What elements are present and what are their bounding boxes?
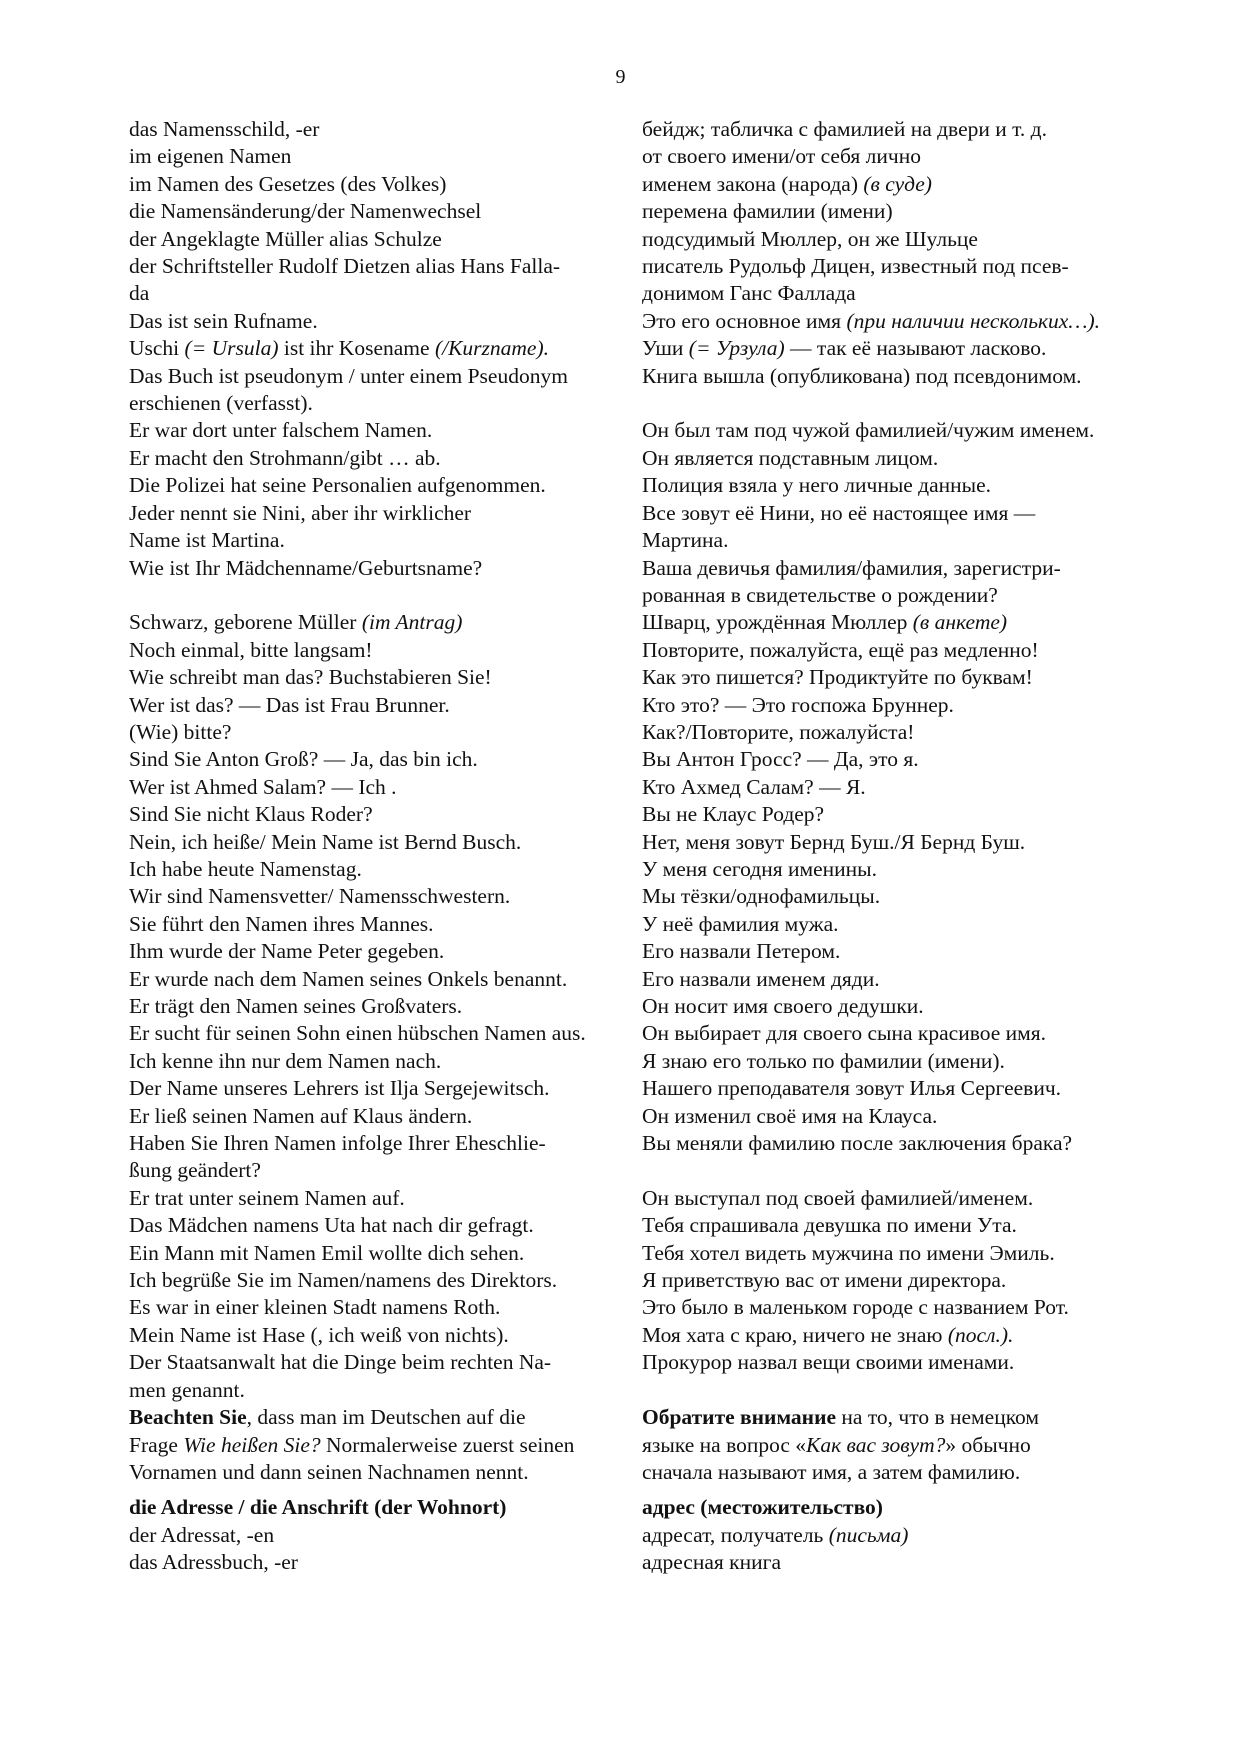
german-text: [129, 1240, 642, 1267]
entry-row: [129, 719, 1169, 746]
text-segment: (Wie) bitte?: [129, 719, 232, 744]
italic-note: (при наличии нескольких…).: [846, 308, 1100, 333]
text-segment: , dass man im Deutschen auf die Frage: [129, 1405, 526, 1457]
text-segment: Ihm wurde der Name Peter gegeben.: [129, 939, 445, 964]
text-segment: — так её называют ласково.: [784, 336, 1047, 361]
text-segment: Das Buch ist pseudonym / unter einem Pseudonym erschienen (verfasst).: [129, 363, 568, 416]
entry-row: [129, 746, 1169, 773]
german-text: [129, 472, 642, 499]
text-segment: der Angeklagte Müller alias Schulze: [129, 226, 442, 251]
russian-text: [642, 856, 1169, 883]
italic-note: (письма): [828, 1522, 909, 1547]
text-segment: ist ihr Kosename: [278, 336, 435, 361]
text-segment: Вы меняли фамилию после заключения брака?: [642, 1131, 1073, 1156]
entry-row: [129, 1404, 1169, 1486]
text-segment: Wir sind Namensvetter/ Namensschwestern.: [129, 884, 511, 909]
russian-text: [642, 1048, 1169, 1075]
text-segment: Как это пишется? Продиктуйте по буквам!: [642, 665, 1033, 690]
german-text: [129, 829, 642, 856]
entry-row: [129, 198, 1169, 225]
text-segment: Он был там под чужой фамилией/чужим именем.: [642, 418, 1095, 443]
russian-text: [642, 774, 1169, 801]
text-segment: Уши: [642, 336, 689, 361]
german-text: [129, 609, 642, 636]
russian-text: [642, 1322, 1169, 1349]
text-segment: Его назвали Петером.: [642, 939, 841, 964]
text-segment: Мы тёзки/однофамильцы.: [642, 884, 881, 909]
text-segment: Wer ist das? — Das ist Frau Brunner.: [129, 692, 450, 717]
german-text: [129, 445, 642, 472]
russian-text: [642, 966, 1169, 993]
german-text: [129, 253, 642, 308]
text-segment: im eigenen Namen: [129, 144, 292, 169]
bold-text: адрес (местожительство): [642, 1495, 883, 1520]
russian-text: [642, 801, 1169, 828]
text-segment: Ein Mann mit Namen Emil wollte dich sehen.: [129, 1240, 525, 1265]
text-segment: Нашего преподавателя зовут Илья Сергеевич.: [642, 1076, 1062, 1101]
text-segment: Вы Антон Гросс? — Да, это я.: [642, 747, 919, 772]
german-text: [129, 1349, 642, 1404]
german-text: [129, 1549, 642, 1576]
text-segment: Er wurde nach dem Namen seines Onkels benannt.: [129, 966, 568, 991]
entry-row: [129, 1048, 1169, 1075]
text-segment: У неё фамилия мужа.: [642, 911, 839, 936]
italic-note: (в суде): [863, 171, 932, 196]
text-segment: Полиция взяла у него личные данные.: [642, 473, 992, 498]
entry-row: [129, 993, 1169, 1020]
russian-text: [642, 1349, 1169, 1404]
german-text: [129, 856, 642, 883]
bold-text: Обратите внимание: [642, 1405, 837, 1430]
text-segment: Schwarz, geborene Müller: [129, 610, 362, 635]
entry-row: [129, 500, 1169, 555]
text-segment: » обычно сначала называют имя, а затем фамилию.: [642, 1432, 1031, 1484]
russian-text: [642, 1549, 1169, 1576]
entry-row: [129, 1240, 1169, 1267]
german-text: [129, 308, 642, 335]
german-text: [129, 883, 642, 910]
russian-text: [642, 363, 1169, 418]
entry-row: [129, 1494, 1169, 1521]
text-segment: Шварц, урождённая Мюллер: [642, 610, 913, 635]
russian-text: [642, 1240, 1169, 1267]
text-segment: на то, что в немецком языке на вопрос «: [642, 1405, 1040, 1457]
dictionary-entries: [129, 116, 1169, 1577]
text-segment: Er sucht für seinen Sohn einen hübschen Namen aus.: [129, 1021, 586, 1046]
russian-text: [642, 500, 1169, 555]
entry-row: [129, 226, 1169, 253]
text-segment: Die Polizei hat seine Personalien aufgenommen.: [129, 473, 546, 498]
german-text: [129, 335, 642, 362]
russian-text: [642, 1130, 1169, 1185]
german-text: [129, 1404, 642, 1486]
text-segment: Он изменил своё имя на Клауса.: [642, 1103, 938, 1128]
german-text: [129, 1020, 642, 1047]
german-text: [129, 1185, 642, 1212]
german-text: [129, 719, 642, 746]
russian-text: [642, 637, 1169, 664]
entry-row: [129, 445, 1169, 472]
german-text: [129, 993, 642, 1020]
text-segment: Mein Name ist Hase (, ich weiß von nichts).: [129, 1322, 509, 1347]
german-text: [129, 1322, 642, 1349]
text-segment: Все зовут её Нини, но её настоящее имя — Мартина.: [642, 500, 1036, 553]
text-segment: Er trägt den Namen seines Großvaters.: [129, 994, 463, 1018]
entry-row: [129, 143, 1169, 170]
entry-row: [129, 253, 1169, 308]
entry-row: [129, 883, 1169, 910]
text-segment: Ich habe heute Namenstag.: [129, 856, 362, 881]
russian-text: [642, 609, 1169, 636]
text-segment: Ich kenne ihn nur dem Namen nach.: [129, 1048, 442, 1073]
russian-text: [642, 1020, 1169, 1047]
text-segment: Wer ist Ahmed Salam? — Ich .: [129, 774, 397, 799]
text-segment: Повторите, пожалуйста, ещё раз медленно!: [642, 637, 1039, 662]
russian-text: [642, 555, 1169, 610]
entry-row: [129, 1322, 1169, 1349]
text-segment: Noch einmal, bitte langsam!: [129, 637, 373, 662]
text-segment: Я знаю его только по фамилии (имени).: [642, 1048, 1005, 1073]
italic-note: Как вас зовут?: [806, 1432, 946, 1457]
text-segment: Кто это? — Это госпожа Бруннер.: [642, 692, 954, 717]
text-segment: Das ist sein Rufname.: [129, 308, 318, 333]
italic-note: (im Antrag): [361, 610, 463, 635]
text-segment: Вы не Клаус Родер?: [642, 802, 825, 827]
text-segment: Der Name unseres Lehrers ist Ilja Sergejewitsch.: [129, 1076, 550, 1101]
entry-row: [129, 1103, 1169, 1130]
german-text: [129, 143, 642, 170]
text-segment: от своего имени/от себя лично: [642, 144, 921, 169]
entry-row: [129, 938, 1169, 965]
text-segment: перемена фамилии (имени): [642, 199, 893, 224]
text-segment: Я приветствую вас от имени директора.: [642, 1268, 1007, 1293]
text-segment: Моя хата с краю, ничего не знаю: [642, 1322, 948, 1347]
entry-row: [129, 417, 1169, 444]
entry-row: [129, 1130, 1169, 1185]
text-segment: Es war in einer kleinen Stadt namens Roth.: [129, 1295, 501, 1320]
text-segment: Das Mädchen namens Uta hat nach dir gefragt.: [129, 1213, 534, 1238]
russian-text: [642, 308, 1169, 335]
page-number: 9: [615, 66, 626, 88]
german-text: [129, 774, 642, 801]
german-text: [129, 1103, 642, 1130]
text-segment: Прокурор назвал вещи своими именами.: [642, 1350, 1015, 1375]
german-text: [129, 637, 642, 664]
entry-row: [129, 774, 1169, 801]
entry-row: [129, 1185, 1169, 1212]
text-segment: У меня сегодня именины.: [642, 856, 877, 881]
entry-row: [129, 1212, 1169, 1239]
text-segment: der Schriftsteller Rudolf Dietzen alias Hans Falla- da: [129, 254, 561, 306]
entry-row: [129, 335, 1169, 362]
text-segment: Wie schreibt man das? Buchstabieren Sie!: [129, 665, 492, 690]
russian-text: [642, 1103, 1169, 1130]
russian-text: [642, 335, 1169, 362]
text-segment: Он выступал под своей фамилией/именем.: [642, 1185, 1034, 1210]
entry-row: [129, 1349, 1169, 1404]
russian-text: [642, 692, 1169, 719]
russian-text: [642, 1294, 1169, 1321]
german-text: [129, 198, 642, 225]
text-segment: Тебя хотел видеть мужчина по имени Эмиль.: [642, 1240, 1055, 1265]
entry-row: [129, 1549, 1169, 1576]
entry-row: [129, 664, 1169, 691]
entry-row: [129, 1020, 1169, 1047]
russian-text: [642, 719, 1169, 746]
italic-note: Wie heißen Sie?: [183, 1432, 321, 1457]
russian-text: [642, 938, 1169, 965]
entry-row: [129, 363, 1169, 418]
russian-text: [642, 1522, 1169, 1549]
entry-row: [129, 609, 1169, 636]
entry-row: [129, 801, 1169, 828]
russian-text: [642, 664, 1169, 691]
text-segment: Sie führt den Namen ihres Mannes.: [129, 911, 434, 936]
text-segment: Нет, меня зовут Бернд Буш./Я Бернд Буш.: [642, 829, 1026, 854]
text-segment: Ich begrüße Sie im Namen/namens des Direktors.: [129, 1268, 558, 1293]
text-segment: Haben Sie Ihren Namen infolge Ihrer Eheschlie- ßung geändert?: [129, 1131, 546, 1183]
russian-text: [642, 746, 1169, 773]
russian-text: [642, 1404, 1169, 1486]
entry-row: [129, 555, 1169, 610]
text-segment: Он является подставным лицом.: [642, 445, 939, 470]
text-segment: Sind Sie Anton Groß? — Ja, das bin ich.: [129, 747, 478, 772]
russian-text: [642, 472, 1169, 499]
italic-note: (= Ursula): [184, 336, 279, 361]
entry-row: [129, 1075, 1169, 1102]
german-text: [129, 911, 642, 938]
text-segment: Er war dort unter falschem Namen.: [129, 418, 433, 443]
text-segment: подсудимый Мюллер, он же Шульце: [642, 226, 978, 251]
text-segment: Он выбирает для своего сына красивое имя.: [642, 1021, 1047, 1046]
text-segment: Ваша девичья фамилия/фамилия, зарегистри- рованная в свидетельстве о рождении?: [642, 555, 1061, 607]
russian-text: [642, 171, 1169, 198]
entry-row: [129, 692, 1169, 719]
text-segment: Wie ist Ihr Mädchenname/Geburtsname?: [129, 555, 483, 580]
italic-note: (= Урзула): [688, 336, 785, 361]
text-segment: Он носит имя своего дедушки.: [642, 994, 924, 1018]
german-text: [129, 1494, 642, 1521]
german-text: [129, 1267, 642, 1294]
text-segment: именем закона (народа): [642, 171, 864, 196]
text-segment: Как?/Повторите, пожалуйста!: [642, 719, 915, 744]
german-text: [129, 1130, 642, 1185]
german-text: [129, 1048, 642, 1075]
text-segment: Er trat unter seinem Namen auf.: [129, 1185, 405, 1210]
russian-text: [642, 883, 1169, 910]
entry-row: [129, 911, 1169, 938]
text-segment: писатель Рудольф Дицен, известный под псев- донимом Ганс Фаллада: [642, 254, 1069, 306]
text-segment: адресат, получатель: [642, 1522, 829, 1547]
german-text: [129, 664, 642, 691]
italic-note: (в анкете): [912, 610, 1008, 635]
text-segment: Sind Sie nicht Klaus Roder?: [129, 802, 373, 827]
entry-row: [129, 829, 1169, 856]
german-text: [129, 1075, 642, 1102]
russian-text: [642, 1494, 1169, 1521]
text-segment: Jeder nennt sie Nini, aber ihr wirklicher Name ist Martina.: [129, 500, 472, 553]
text-segment: Это его основное имя: [642, 308, 847, 333]
german-text: [129, 1212, 642, 1239]
russian-text: [642, 911, 1169, 938]
entry-row: [129, 1522, 1169, 1549]
italic-note: (посл.).: [947, 1322, 1014, 1347]
entry-row: [129, 966, 1169, 993]
italic-note: (/Kurzname).: [434, 336, 549, 361]
german-text: [129, 1294, 642, 1321]
bold-text: die Adresse / die Anschrift (der Wohnort): [129, 1495, 507, 1520]
text-segment: Тебя спрашивала девушка по имени Ута.: [642, 1213, 1017, 1238]
entry-row: [129, 308, 1169, 335]
text-segment: im Namen des Gesetzes (des Volkes): [129, 171, 447, 196]
russian-text: [642, 116, 1169, 143]
text-segment: Книга вышла (опубликована) под псевдонимом.: [642, 363, 1082, 388]
russian-text: [642, 417, 1169, 444]
russian-text: [642, 829, 1169, 856]
text-segment: das Namensschild, -er: [129, 117, 320, 141]
russian-text: [642, 1267, 1169, 1294]
german-text: [129, 801, 642, 828]
german-text: [129, 692, 642, 719]
german-text: [129, 363, 642, 418]
text-segment: Его назвали именем дяди.: [642, 966, 880, 991]
german-text: [129, 555, 642, 610]
russian-text: [642, 198, 1169, 225]
russian-text: [642, 226, 1169, 253]
russian-text: [642, 143, 1169, 170]
german-text: [129, 966, 642, 993]
entry-row: [129, 116, 1169, 143]
entry-row: [129, 637, 1169, 664]
russian-text: [642, 1075, 1169, 1102]
german-text: [129, 938, 642, 965]
text-segment: Er ließ seinen Namen auf Klaus ändern.: [129, 1103, 473, 1128]
entry-row: [129, 171, 1169, 198]
russian-text: [642, 253, 1169, 308]
russian-text: [642, 445, 1169, 472]
german-text: [129, 1522, 642, 1549]
text-segment: Nein, ich heiße/ Mein Name ist Bernd Busch.: [129, 829, 522, 854]
text-segment: Der Staatsanwalt hat die Dinge beim rechten Na- men genannt.: [129, 1350, 552, 1402]
entry-row: [129, 472, 1169, 499]
german-text: [129, 226, 642, 253]
text-segment: Это было в маленьком городе с названием Рот.: [642, 1295, 1069, 1320]
text-segment: der Adressat, -en: [129, 1522, 275, 1547]
german-text: [129, 417, 642, 444]
text-segment: Normalerweise zuerst seinen Vornamen und dann seinen Nachnamen nennt.: [129, 1432, 575, 1484]
text-segment: Кто Ахмед Салам? — Я.: [642, 774, 866, 799]
russian-text: [642, 993, 1169, 1020]
entry-row: [129, 1267, 1169, 1294]
russian-text: [642, 1212, 1169, 1239]
german-text: [129, 116, 642, 143]
text-segment: das Adressbuch, -er: [129, 1550, 298, 1575]
text-segment: die Namensänderung/der Namenwechsel: [129, 199, 482, 224]
text-segment: адресная книга: [642, 1550, 781, 1575]
entry-row: [129, 856, 1169, 883]
german-text: [129, 500, 642, 555]
text-segment: Er macht den Strohmann/gibt … ab.: [129, 445, 441, 470]
german-text: [129, 171, 642, 198]
text-segment: Uschi: [129, 336, 185, 361]
entry-row: [129, 1294, 1169, 1321]
german-text: [129, 746, 642, 773]
text-segment: бейдж; табличка с фамилией на двери и т. д.: [642, 117, 1047, 141]
bold-text: Beachten Sie: [129, 1405, 247, 1430]
russian-text: [642, 1185, 1169, 1212]
